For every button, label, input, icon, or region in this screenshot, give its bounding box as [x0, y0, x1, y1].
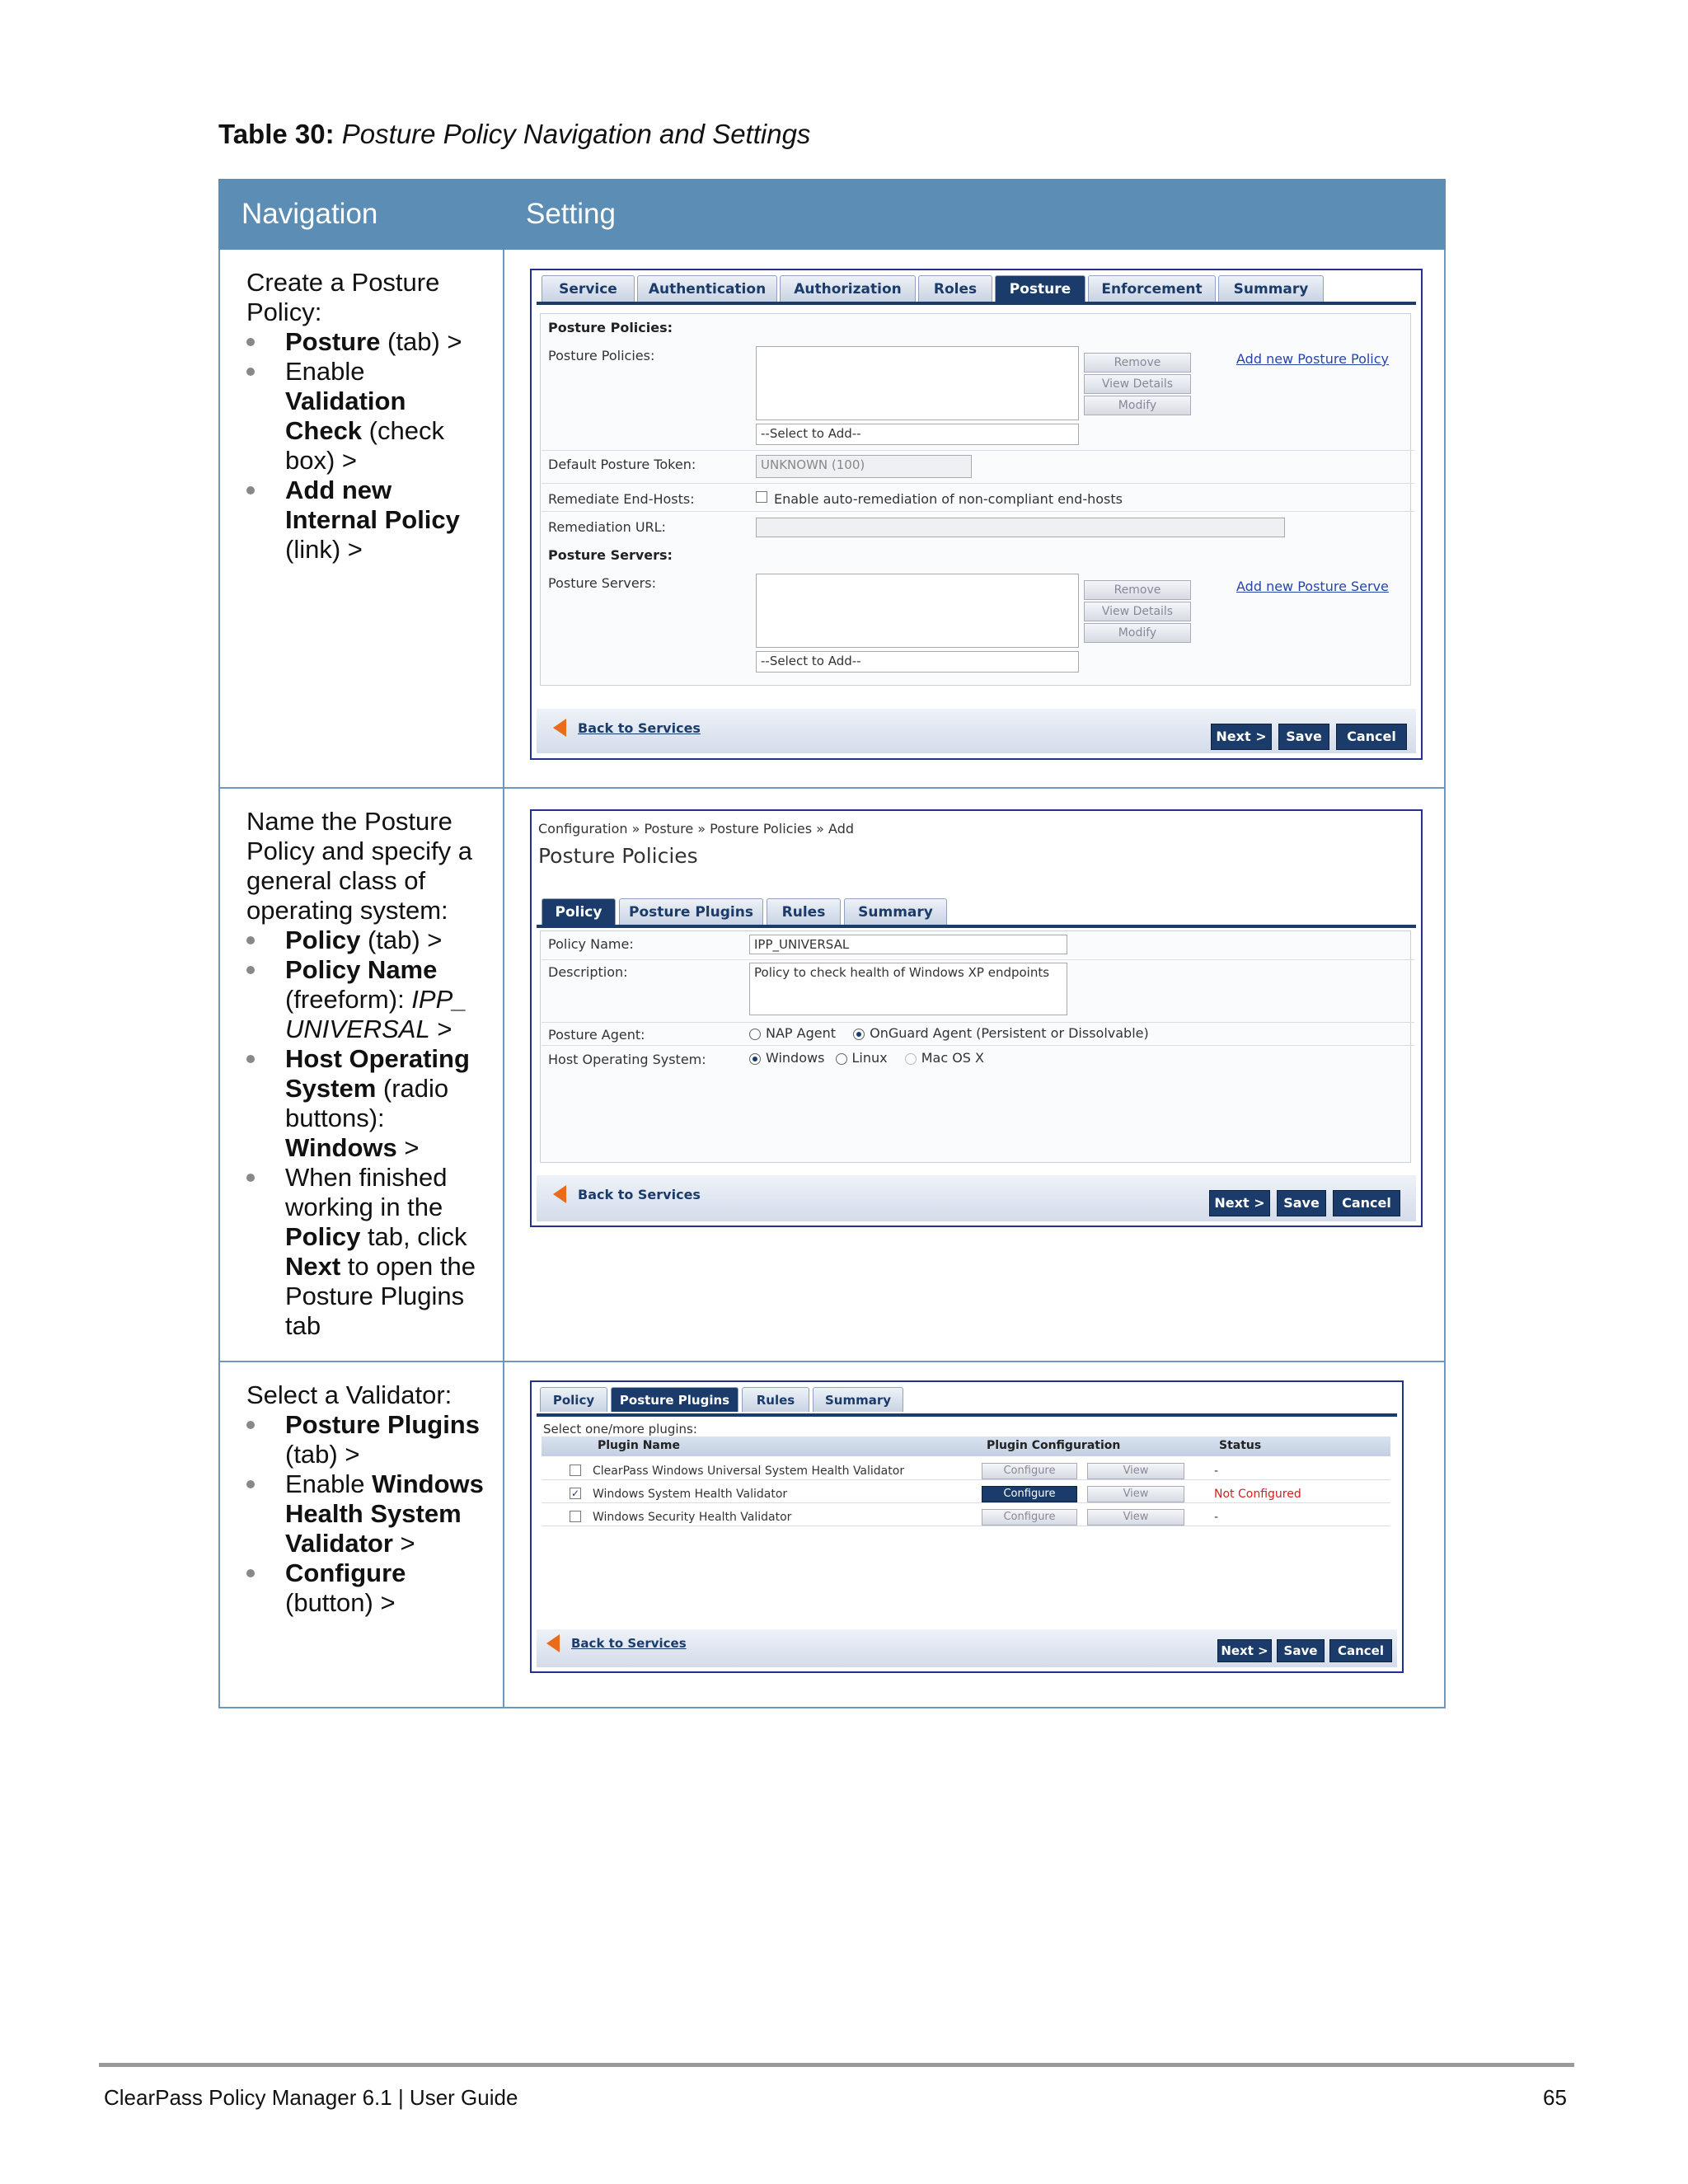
breadcrumb: Configuration » Posture » Posture Policies » Add [538, 821, 855, 837]
tab-policy[interactable]: Policy [540, 1387, 607, 1412]
back-to-services-link[interactable]: Back to Services [578, 720, 701, 736]
tab-roles[interactable]: Roles [918, 275, 992, 302]
row3-step2: Enable Windows Health System Validator > [246, 1469, 490, 1558]
row1-step1: Posture (tab) > [246, 327, 490, 357]
plugin-name: Windows System Health Validator [593, 1488, 788, 1501]
posture-policies-header: Posture Policies: [548, 320, 673, 335]
view-button[interactable]: View [1087, 1486, 1184, 1502]
plugin-status: - [1214, 1465, 1219, 1478]
save-button[interactable]: Save [1277, 1639, 1325, 1662]
save-button[interactable]: Save [1277, 1190, 1326, 1216]
posture-policies-list[interactable] [756, 346, 1079, 420]
remediation-url-input[interactable] [756, 518, 1285, 537]
tab-summary[interactable]: Summary [844, 898, 947, 925]
save-button[interactable]: Save [1278, 724, 1329, 750]
remove-server-button[interactable]: Remove [1084, 580, 1191, 600]
mac-label: Mac OS X [921, 1050, 985, 1066]
row2-navigation [219, 788, 504, 1361]
policy-name-input[interactable]: IPP_UNIVERSAL [749, 935, 1067, 954]
table-caption [218, 119, 810, 150]
configure-button[interactable]: Configure [982, 1486, 1077, 1502]
next-button[interactable]: Next > [1217, 1639, 1272, 1662]
cancel-button[interactable]: Cancel [1329, 1639, 1392, 1662]
plugin-checkbox[interactable] [570, 1511, 581, 1522]
linux-label: Linux [851, 1050, 888, 1066]
description-label: Description: [548, 964, 628, 980]
mac-radio[interactable] [905, 1053, 917, 1065]
tab-service[interactable]: Service [542, 275, 635, 302]
modify-policy-button[interactable]: Modify [1084, 396, 1191, 415]
back-to-services-link[interactable]: Back to Services [571, 1636, 687, 1651]
windows-label: Windows [766, 1050, 825, 1066]
row2-step3: Host Operating System (radio buttons): Windows > [246, 1044, 490, 1163]
posture-agent-options [749, 1025, 1149, 1041]
tab-posture-plugins[interactable]: Posture Plugins [619, 898, 763, 925]
windows-radio[interactable] [749, 1053, 761, 1065]
auto-remediation-text: Enable auto-remediation of non-compliant end-hosts [774, 491, 1123, 507]
remediate-label: Remediate End-Hosts: [548, 491, 695, 507]
auto-remediation-checkbox[interactable] [756, 491, 767, 503]
caption-label: Table 30: [218, 119, 335, 149]
row1-step3: Add new Internal Policy (link) > [246, 476, 490, 565]
caption-title: Posture Policy Navigation and Settings [341, 119, 811, 149]
add-new-posture-server-link[interactable]: Add new Posture Serve [1236, 579, 1389, 594]
back-chevron-icon [553, 1185, 566, 1203]
footer-guide-title: ClearPass Policy Manager 6.1 | User Guide [104, 2085, 518, 2110]
posture-plugins-screenshot [530, 1380, 1404, 1673]
description-input[interactable]: Policy to check health of Windows XP endpoints [749, 963, 1067, 1015]
tab-summary[interactable]: Summary [813, 1387, 903, 1412]
row3-navigation [219, 1361, 504, 1708]
row1-intro: Create a Posture Policy: [246, 268, 440, 326]
posture-policy-select[interactable]: --Select to Add-- [756, 424, 1079, 445]
cancel-button[interactable]: Cancel [1333, 1190, 1400, 1216]
policy-tabs [537, 893, 1416, 928]
tab-authorization[interactable]: Authorization [780, 275, 916, 302]
row2-step2: Policy Name (freeform): IPP_ UNIVERSAL > [246, 955, 490, 1044]
plugin-checkbox[interactable] [570, 1465, 581, 1476]
row2-step1: Policy (tab) > [246, 926, 490, 955]
col-plugin-name: Plugin Name [598, 1439, 680, 1452]
tab-policy[interactable]: Policy [542, 898, 616, 925]
col-plugin-configuration: Plugin Configuration [987, 1439, 1121, 1452]
plugin-tabs [537, 1382, 1397, 1417]
plugin-name: Windows Security Health Validator [593, 1511, 792, 1524]
select-plugins-label: Select one/more plugins: [543, 1422, 697, 1436]
onguard-agent-label: OnGuard Agent (Persistent or Dissolvable) [870, 1025, 1149, 1041]
plugin-name: ClearPass Windows Universal System Health Validator [593, 1465, 905, 1478]
tab-rules[interactable]: Rules [742, 1387, 809, 1412]
footer-rule [99, 2063, 1574, 2067]
default-token-label: Default Posture Token: [548, 457, 696, 472]
back-chevron-icon [546, 1634, 560, 1652]
page-number: 65 [1543, 2085, 1567, 2110]
configure-button[interactable]: Configure [982, 1463, 1077, 1479]
tab-authentication[interactable]: Authentication [637, 275, 777, 302]
service-tabs [537, 270, 1416, 305]
posture-servers-header: Posture Servers: [548, 547, 673, 563]
host-os-label: Host Operating System: [548, 1052, 706, 1067]
row2-step4: When finished working in the Policy tab, click Next to open the Posture Plugins tab [246, 1163, 490, 1341]
tab-rules[interactable]: Rules [767, 898, 841, 925]
view-button[interactable]: View [1087, 1463, 1184, 1479]
view-details-server-button[interactable]: View Details [1084, 602, 1191, 621]
remediation-url-label: Remediation URL: [548, 519, 666, 535]
modify-server-button[interactable]: Modify [1084, 623, 1191, 643]
row3-step1: Posture Plugins (tab) > [246, 1410, 490, 1469]
back-chevron-icon [553, 719, 566, 737]
view-button[interactable]: View [1087, 1509, 1184, 1526]
header-setting: Setting [504, 180, 1445, 249]
header-navigation: Navigation [219, 180, 504, 249]
row3-intro: Select a Validator: [246, 1380, 452, 1409]
row3-step3: Configure (button) > [246, 1558, 490, 1618]
row2-intro: Name the Posture Policy and specify a general class of operating system: [246, 807, 472, 925]
linux-radio[interactable] [836, 1053, 847, 1065]
nap-agent-radio[interactable] [749, 1029, 761, 1040]
tab-posture[interactable]: Posture [995, 275, 1085, 302]
row1-step2: Enable Validation Check (check box) > [246, 357, 490, 476]
cancel-button[interactable]: Cancel [1336, 724, 1407, 750]
back-to-services-link[interactable]: Back to Services [578, 1187, 701, 1202]
default-token-select[interactable]: UNKNOWN (100) [756, 455, 972, 478]
tab-summary[interactable]: Summary [1218, 275, 1324, 302]
host-os-options [749, 1050, 984, 1066]
plugin-checkbox[interactable]: ✓ [570, 1488, 580, 1499]
plugin-status: - [1214, 1511, 1219, 1524]
page-title: Posture Policies [538, 844, 698, 868]
posture-server-select[interactable]: --Select to Add-- [756, 651, 1079, 673]
plugin-status: Not Configured [1214, 1488, 1301, 1501]
add-new-posture-policy-link[interactable]: Add new Posture Policy [1236, 351, 1390, 367]
remove-policy-button[interactable]: Remove [1084, 353, 1191, 373]
posture-service-screenshot [530, 269, 1423, 760]
next-button[interactable]: Next > [1209, 1190, 1270, 1216]
onguard-agent-radio[interactable] [853, 1029, 865, 1040]
tab-posture-plugins[interactable]: Posture Plugins [611, 1387, 738, 1412]
policy-name-label: Policy Name: [548, 936, 634, 952]
tab-enforcement[interactable]: Enforcement [1088, 275, 1216, 302]
col-status: Status [1219, 1439, 1262, 1452]
row1-navigation [219, 249, 504, 788]
posture-policies-label: Posture Policies: [548, 348, 655, 363]
nap-agent-label: NAP Agent [766, 1025, 837, 1041]
view-details-policy-button[interactable]: View Details [1084, 374, 1191, 394]
posture-agent-label: Posture Agent: [548, 1027, 645, 1043]
next-button[interactable]: Next > [1211, 724, 1272, 750]
posture-policy-add-screenshot [530, 809, 1423, 1227]
posture-servers-label: Posture Servers: [548, 575, 656, 591]
posture-servers-list[interactable] [756, 574, 1079, 648]
configure-button[interactable]: Configure [982, 1509, 1077, 1526]
